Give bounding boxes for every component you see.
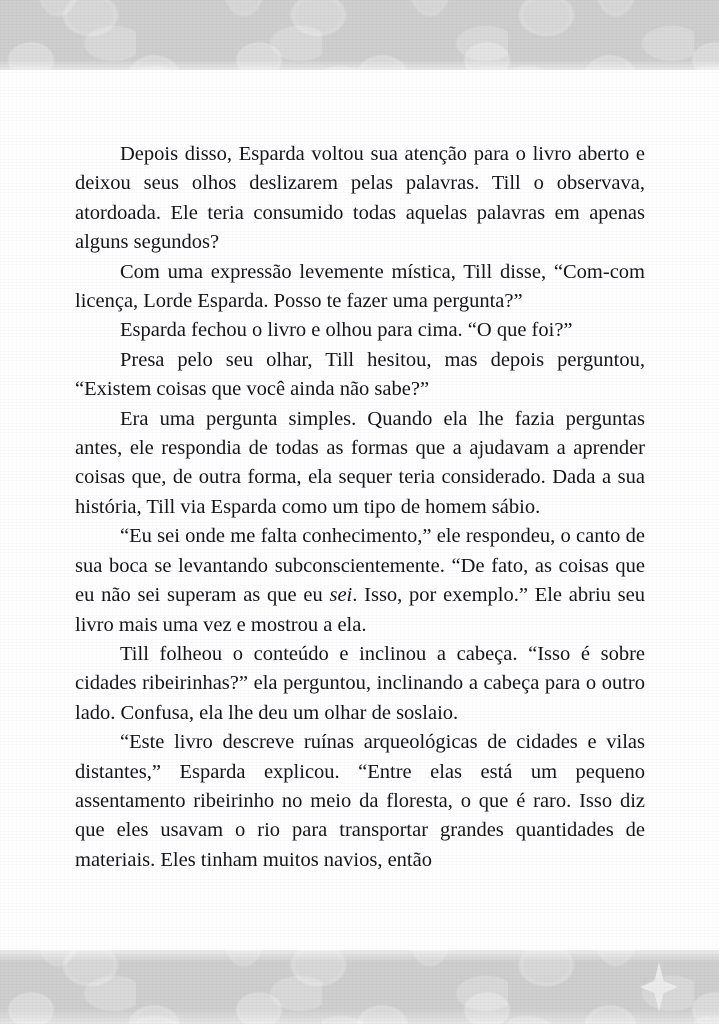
band-edge-glow-bottom: [0, 1010, 719, 1024]
text-run: Till folheou o conteúdo e inclinou a cabeça. “Isso é sobre cidades ribeirinhas?” ela perguntou, inclinando a cabeça para o outro lado. Confusa, ela lhe deu um olhar de soslaio.: [75, 642, 645, 724]
text-run: Era uma pergunta simples. Quando ela lhe fazia perguntas antes, ele respondia de todas as formas que a ajudavam a aprender coisas que, de outra forma, ela sequer teria considerado. Dada a sua história, Till via Esparda como um tipo de homem sábio.: [75, 407, 645, 518]
text-run: Depois disso, Esparda voltou sua atenção para o livro aberto e deixou seus olhos deslizarem pelas palavras. Till o observava, atordoada. Ele teria consumido todas aquelas palavras em apenas alguns segundos?: [75, 143, 645, 254]
paragraph: [75, 640, 645, 728]
paragraph: [75, 346, 645, 405]
text-run: Esparda fechou o livro e olhou para cima. “O que foi?”: [120, 319, 573, 342]
band-edge-glow-top: [0, 950, 719, 962]
paragraph: [75, 140, 645, 258]
paragraph: [75, 258, 645, 317]
text-run: Presa pelo seu olhar, Till hesitou, mas depois perguntou, “Existem coisas que você ainda não sabe?”: [75, 348, 645, 401]
band-edge-glow: [0, 60, 719, 70]
paragraph: [75, 316, 645, 345]
text-run: “Eu sei onde me falta conhecimento,” ele respondeu, o canto de sua boca se levantando subconscientemente. “De fato, as coisas que eu não sei superam as que eu: [75, 525, 645, 607]
paragraph: [75, 522, 645, 640]
paragraph: [75, 728, 645, 875]
bottom-ornamental-band: [0, 950, 719, 1024]
text-run: “Este livro descreve ruínas arqueológicas de cidades e vilas distantes,” Esparda explicou. “Entre elas está um pequeno assentamento ribeirinho no meio da floresta, o que é raro. Isso diz que eles usavam o rio para transportar grandes quantidades de materiais. Eles tinham muitos navios, então: [75, 731, 645, 871]
page-text-body: [75, 140, 645, 875]
text-run: Com uma expressão levemente mística, Till disse, “Com-com licença, Lorde Esparda. Posso te fazer uma pergunta?”: [75, 260, 645, 313]
top-ornamental-band: [0, 0, 719, 70]
paragraph: [75, 405, 645, 523]
emphasized-text: sei: [329, 584, 353, 607]
text-run: . Isso, por exemplo.” Ele abriu seu livro mais uma vez e mostrou a ela.: [75, 584, 645, 636]
